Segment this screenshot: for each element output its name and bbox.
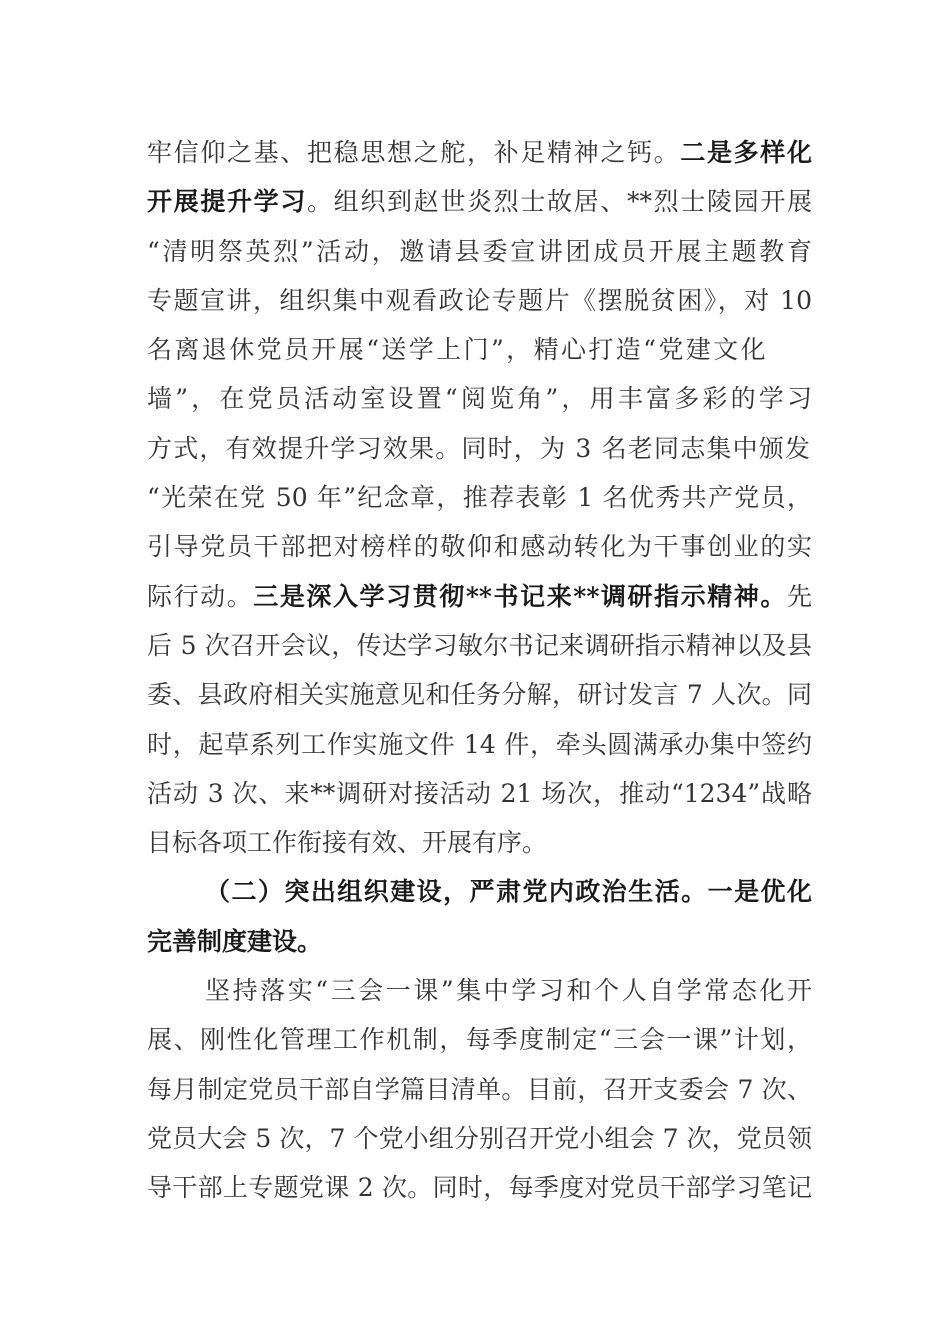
- text-segment: 专题宣讲，组织集中观看政论专题片《摆脱贫困》，对 10: [147, 285, 812, 315]
- text-segment: 。组织到赵世炎烈士故居、**烈士陵园开展: [307, 187, 812, 217]
- bold-heading-segment: 二是多样化: [680, 138, 812, 167]
- text-segment: 坚持落实“三会一课”集中学习和个人自学常态化开: [205, 976, 812, 1006]
- bold-heading-segment: 三是深入学习贯彻**书记来**调研指示精神。: [253, 581, 787, 611]
- text-line: [147, 374, 812, 423]
- text-segment: 名离退休党员开展“送学上门”，精心打造“党建文化: [147, 335, 768, 365]
- text-line: [147, 670, 812, 719]
- text-line: [147, 276, 812, 325]
- text-line: [147, 424, 812, 473]
- text-segment: 时，起草系列工作实施文件 14 件，牵头圆满承办集中签约: [147, 729, 812, 759]
- text-segment: 党员大会 5 次，7 个党小组分别召开党小组会 7 次，党员领: [147, 1123, 812, 1153]
- text-line: [147, 522, 812, 571]
- text-line: [147, 325, 812, 374]
- text-segment: 每月制定党员干部自学篇目清单。目前，召开支委会 7 次、: [147, 1074, 812, 1104]
- text-line: [147, 1015, 812, 1064]
- text-line: [147, 769, 812, 818]
- text-segment: 先: [786, 581, 812, 611]
- paragraph-first-line: [147, 966, 812, 1015]
- text-line: [147, 177, 812, 226]
- text-line: [147, 1114, 812, 1163]
- text-segment: 导干部上专题党课 2 次。同时，每季度对党员干部学习笔记: [147, 1173, 812, 1203]
- text-segment: 目标各项工作衔接有效、开展有序。: [147, 828, 548, 858]
- text-segment: 牢信仰之基、把稳思想之舵，补足精神之钙。: [147, 138, 681, 167]
- text-line: [147, 227, 812, 276]
- text-line: [147, 572, 812, 621]
- text-segment: “光荣在党 50 年”纪念章，推荐表彰 1 名优秀共产党员，: [147, 483, 812, 513]
- text-line: [147, 720, 812, 769]
- text-segment: “清明祭英烈”活动，邀请县委宣讲团成员开展主题教育: [147, 236, 812, 266]
- bold-heading-segment: （二）突出组织建设，严肃党内政治生活。一是优化: [205, 877, 812, 907]
- bold-heading-segment: 开展提升学习: [147, 187, 307, 217]
- section-heading: [147, 867, 812, 916]
- text-segment: 展、刚性化管理工作机制，每季度制定“三会一课”计划，: [147, 1025, 812, 1055]
- text-segment: 后 5 次召开会议，传达学习敏尔书记来调研指示精神以及县: [147, 630, 812, 660]
- document-body: [147, 128, 812, 1213]
- text-line: [147, 818, 812, 867]
- text-line: [147, 621, 812, 670]
- text-line: [147, 1163, 812, 1212]
- bold-heading-segment: 完善制度建设。: [147, 926, 323, 956]
- text-segment: 委、县政府相关实施意见和任务分解，研讨发言 7 人次。同: [147, 680, 812, 710]
- text-line: [147, 128, 812, 177]
- text-segment: 际行动。: [147, 581, 254, 611]
- text-line: [147, 917, 812, 966]
- text-line: [147, 473, 812, 522]
- text-segment: 活动 3 次、来**调研对接活动 21 场次，推动“1234”战略: [147, 778, 812, 808]
- text-segment: 引导党员干部把对榜样的敬仰和感动转化为干事创业的实: [147, 532, 812, 562]
- text-segment: 方式，有效提升学习效果。同时，为 3 名老同志集中颁发: [147, 433, 812, 463]
- text-line: [147, 1065, 812, 1114]
- text-segment: 墙”，在党员活动室设置“阅览角”，用丰富多彩的学习: [147, 384, 812, 414]
